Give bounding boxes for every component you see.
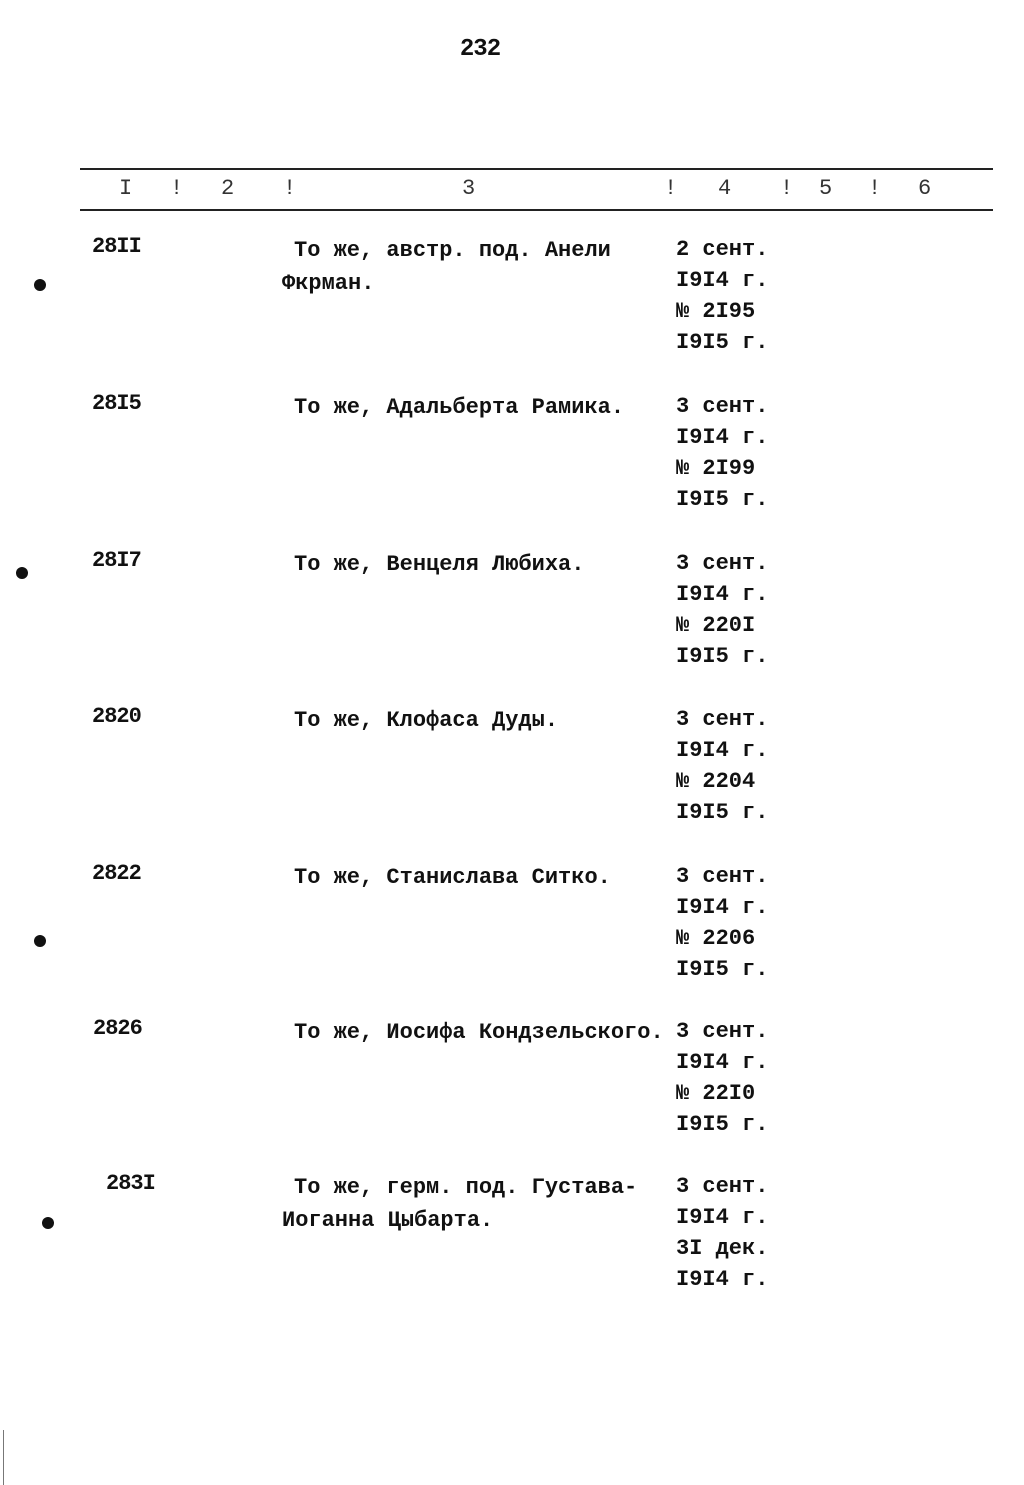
- date-line: I9I5 г.: [676, 957, 769, 982]
- date-line: I9I4 г.: [676, 1267, 769, 1292]
- entry-date: [676, 234, 836, 358]
- date-line: № 2204: [676, 769, 756, 794]
- date-line: I9I5 г.: [676, 330, 769, 355]
- entry-date: [676, 1171, 836, 1295]
- entry-number: 283I: [106, 1171, 155, 1196]
- entry-description-line: Фкрман.: [282, 271, 375, 296]
- entry-description: [282, 704, 652, 737]
- entry-description: [282, 234, 652, 300]
- entry-description-line: То же, Адальберта Рамика.: [294, 395, 625, 420]
- date-line: I9I5 г.: [676, 644, 769, 669]
- entry-date: [676, 548, 836, 672]
- entry-description: [282, 1171, 652, 1237]
- entry-date: [676, 861, 836, 985]
- entry-description-line: То же, австр. под. Анели: [294, 238, 611, 263]
- date-line: I9I5 г.: [676, 487, 769, 512]
- entry-description: [282, 861, 652, 894]
- header-col-6: 6: [918, 176, 932, 201]
- date-line: I9I4 г.: [676, 582, 769, 607]
- date-line: I9I5 г.: [676, 800, 769, 825]
- entry-number: 2822: [92, 861, 141, 886]
- punch-hole: [34, 279, 46, 291]
- punch-hole: [16, 567, 28, 579]
- header-col-1: I: [119, 176, 133, 201]
- entry-description-line: То же, Иосифа Кондзельского.: [294, 1020, 664, 1045]
- date-line: 3 сент.: [676, 394, 769, 419]
- date-line: 3 сент.: [676, 1019, 769, 1044]
- entry-number: 28I7: [92, 548, 141, 573]
- header-col-3: 3: [462, 176, 476, 201]
- date-line: № 22I0: [676, 1081, 756, 1106]
- table-header-top-rule: [80, 168, 993, 170]
- date-line: I9I5 г.: [676, 1112, 769, 1137]
- header-separator: !: [283, 176, 297, 201]
- date-line: I9I4 г.: [676, 895, 769, 920]
- entry-number: 2820: [92, 704, 141, 729]
- entry-date: [676, 704, 836, 828]
- entry-description-line: То же, Станислава Ситко.: [294, 865, 611, 890]
- date-line: I9I4 г.: [676, 1205, 769, 1230]
- entry-number: 2826: [93, 1016, 142, 1041]
- date-line: № 2I99: [676, 456, 756, 481]
- date-line: I9I4 г.: [676, 425, 769, 450]
- date-line: 3 сент.: [676, 1174, 769, 1199]
- header-separator: !: [868, 176, 882, 201]
- date-line: I9I4 г.: [676, 738, 769, 763]
- entry-description-line: То же, герм. под. Густава-: [294, 1175, 638, 1200]
- date-line: № 2I95: [676, 299, 756, 324]
- punch-hole: [42, 1217, 54, 1229]
- date-line: № 2206: [676, 926, 756, 951]
- entry-description-line: То же, Клофаса Дуды.: [294, 708, 559, 733]
- entry-description: [282, 1016, 664, 1049]
- header-separator: !: [664, 176, 678, 201]
- entry-number: 28I5: [92, 391, 141, 416]
- punch-hole: [34, 935, 46, 947]
- header-col-2: 2: [221, 176, 235, 201]
- date-line: I9I4 г.: [676, 268, 769, 293]
- header-separator: !: [780, 176, 794, 201]
- entry-date: [676, 1016, 836, 1140]
- header-col-4: 4: [718, 176, 732, 201]
- date-line: № 220I: [676, 613, 756, 638]
- entry-description: [282, 548, 652, 581]
- date-line: I9I4 г.: [676, 1050, 769, 1075]
- header-col-5: 5: [819, 176, 833, 201]
- table-header-bottom-rule: [80, 209, 993, 211]
- date-line: 3 сент.: [676, 864, 769, 889]
- entry-description: [282, 391, 652, 424]
- entry-date: [676, 391, 836, 515]
- date-line: 3 сент.: [676, 551, 769, 576]
- entry-number: 28II: [92, 234, 141, 259]
- page-number: 232: [459, 36, 501, 63]
- header-separator: !: [170, 176, 184, 201]
- entry-description-line: Иоганна Цыбарта.: [282, 1208, 494, 1233]
- date-line: 3 сент.: [676, 707, 769, 732]
- date-line: 3I дек.: [676, 1236, 769, 1261]
- margin-line: [3, 1430, 4, 1485]
- date-line: 2 сент.: [676, 237, 769, 262]
- entry-description-line: То же, Венцеля Любиха.: [294, 552, 585, 577]
